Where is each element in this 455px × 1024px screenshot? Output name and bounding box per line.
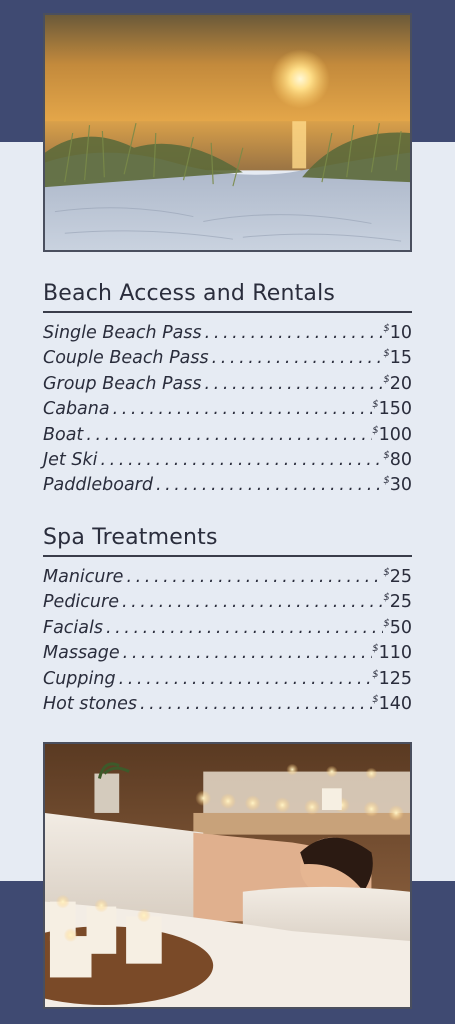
spa-price-list — [43, 567, 412, 719]
item-price: $15 — [383, 348, 412, 369]
section-divider — [43, 555, 412, 557]
price-row-couple-beach-pass — [43, 348, 412, 373]
item-price: $25 — [383, 567, 412, 587]
price-row-pedicure — [43, 592, 412, 617]
beach-rentals-section — [43, 278, 412, 501]
price-row-group-beach-pass — [43, 374, 412, 399]
item-price: $50 — [383, 617, 412, 638]
item-price: $20 — [383, 373, 412, 394]
item-price: $110 — [372, 643, 412, 664]
dot-leader — [83, 425, 372, 445]
dot-leader — [120, 643, 373, 663]
price-row-facials — [43, 618, 412, 643]
dot-leader — [209, 348, 384, 368]
dot-leader — [137, 694, 372, 714]
dot-leader — [103, 618, 383, 638]
item-price: $30 — [383, 475, 412, 496]
dot-leader — [202, 323, 384, 343]
item-price: $80 — [383, 449, 412, 470]
price-row-paddleboard — [43, 475, 412, 500]
price-row-single-beach-pass — [43, 323, 412, 348]
item-name: Single Beach Pass — [43, 323, 202, 343]
item-name: Cabana — [43, 399, 110, 420]
item-name: Group Beach Pass — [43, 373, 202, 394]
price-row-hot-stones — [43, 694, 412, 719]
price-row-massage — [43, 643, 412, 668]
item-name: Paddleboard — [43, 475, 153, 496]
price-row-cabana — [43, 399, 412, 424]
item-name: Manicure — [43, 567, 124, 587]
dot-leader — [153, 475, 383, 495]
item-price: $150 — [372, 399, 412, 420]
item-price: $25 — [383, 592, 412, 613]
item-name: Hot stones — [43, 693, 137, 714]
dot-leader — [116, 669, 373, 689]
spa-massage-photo — [43, 742, 412, 1009]
price-row-manicure — [43, 567, 412, 592]
item-price: $125 — [372, 668, 412, 689]
item-price: $10 — [383, 323, 412, 343]
item-name: Boat — [43, 424, 84, 445]
dot-leader — [202, 374, 384, 394]
spa-treatments-section — [43, 522, 412, 719]
dot-leader — [123, 567, 383, 587]
item-name: Pedicure — [43, 592, 119, 613]
section-divider — [43, 311, 412, 313]
price-row-jet-ski — [43, 450, 412, 475]
beach-section-title: Beach Access and Rentals — [43, 281, 336, 306]
dot-leader — [97, 450, 383, 470]
item-name: Massage — [43, 643, 120, 664]
item-price: $100 — [372, 424, 412, 445]
dot-leader — [110, 399, 373, 419]
item-name: Couple Beach Pass — [43, 348, 209, 369]
item-name: Jet Ski — [43, 449, 98, 470]
dot-leader — [119, 592, 383, 612]
beach-price-list — [43, 323, 412, 501]
price-row-cupping — [43, 669, 412, 694]
spa-section-title: Spa Treatments — [43, 525, 218, 550]
item-name: Cupping — [43, 668, 116, 689]
beach-sunset-photo — [43, 13, 412, 252]
item-name: Facials — [43, 617, 103, 638]
item-price: $140 — [372, 693, 412, 714]
price-row-boat — [43, 425, 412, 450]
